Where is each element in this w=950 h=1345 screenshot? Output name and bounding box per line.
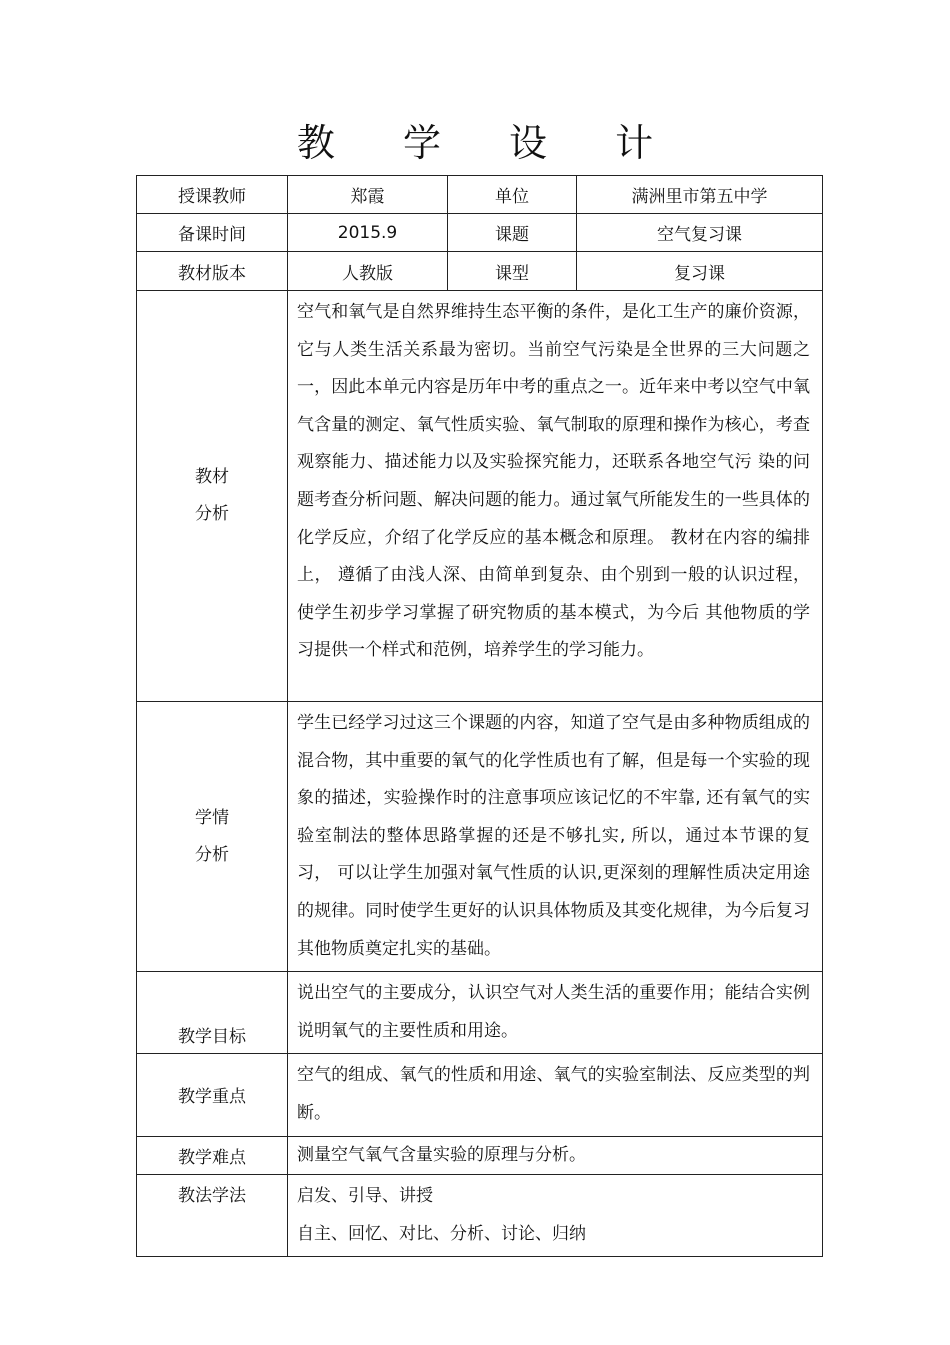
table-row: [137, 702, 823, 972]
methods-line1: 启发、引导、讲授: [297, 1186, 433, 1207]
prep-time-value: 2015.9: [288, 214, 448, 252]
table-row: [137, 1054, 823, 1136]
material-analysis-label: [137, 291, 288, 702]
student-analysis-label-line1: 学情: [195, 807, 229, 828]
difficulties-content: 测量空气氧气含量实验的原理与分析。: [288, 1136, 823, 1175]
textbook-value: 人教版: [288, 252, 448, 291]
methods-line2: 自主、回忆、对比、分析、讨论、归纳: [297, 1223, 586, 1244]
lesson-type-value: 复习课: [577, 252, 823, 291]
unit-value: 满洲里市第五中学: [577, 176, 823, 214]
table-row: [137, 972, 823, 1054]
student-analysis-label-line2: 分析: [195, 844, 229, 865]
key-points-content: 空气的组成、氧气的性质和用途、氧气的实验室制法、反应类型的判断。: [288, 1054, 823, 1136]
unit-label: 单位: [448, 176, 577, 214]
table-row: [137, 214, 823, 252]
teacher-label: 授课教师: [137, 176, 288, 214]
topic-label: 课题: [448, 214, 577, 252]
page-title: 教 学 设 计: [296, 121, 682, 165]
lesson-design-table: [136, 175, 823, 1257]
table-row: [137, 176, 823, 214]
difficulties-label: 教学难点: [137, 1136, 288, 1175]
objectives-content: 说出空气的主要成分，认识空气对人类生活的重要作用；能结合实例说明氧气的主要性质和用途。: [288, 972, 823, 1054]
material-analysis-label-line1: 教材: [195, 467, 229, 487]
objectives-label: 教学目标: [137, 972, 288, 1054]
table-row: [137, 252, 823, 291]
table-row: [137, 291, 823, 702]
methods-content: [288, 1175, 823, 1257]
student-analysis-content: 学生已经学习过这三个课题的内容，知道了空气是由多种物质组成的混合物，其中重要的氧气的化学性质也有了解，但是每一个实验的现象的描述，实验操作时的注意事项应该记忆的不牢靠, 还有氧气的实验室制法的整体思路掌握的还是不够扎实, 所以，通过本节课的复习， 可以让学生加强对氧气性质的认识,更深刻的理解性质决定用途的规律。同时使学生更好的认识具体物质及其变化规律，为今后复习其他物质奠定扎实的基础。: [288, 702, 823, 972]
methods-label: 教法学法: [137, 1175, 288, 1257]
table-row: [137, 1136, 823, 1175]
prep-time-label: 备课时间: [137, 214, 288, 252]
key-points-label: 教学重点: [137, 1054, 288, 1136]
material-analysis-label-line2: 分析: [195, 504, 229, 524]
material-analysis-content: 空气和氧气是自然界维持生态平衡的条件，是化工生产的廉价资源，它与人类生活关系最为密切。当前空气污染是全世界的三大问题之一，因此本单元内容是历年中考的重点之一。近年来中考以空气中氧气含量的测定、氧气性质实验、氧气制取的原理和操作为核心，考查观察能力、描述能力以及实验探究能力，还联系各地空气污 染的问题考查分析问题、解决问题的能力。通过氧气所能发生的一些具体的化学反应，介绍了化学反应的基本概念和原理。 教材在内容的编排上， 遵循了由浅人深、由简单到复杂、由个别到一般的认识过程，使学生初步学习掌握了研究物质的基本模式，为今后 其他物质的学习提供一个样式和范例，培养学生的学习能力。: [288, 291, 823, 702]
teacher-value: 郑霞: [288, 176, 448, 214]
lesson-type-label: 课型: [448, 252, 577, 291]
topic-value: 空气复习课: [577, 214, 823, 252]
student-analysis-label: [137, 702, 288, 972]
table-row: [137, 1175, 823, 1257]
textbook-label: 教材版本: [137, 252, 288, 291]
